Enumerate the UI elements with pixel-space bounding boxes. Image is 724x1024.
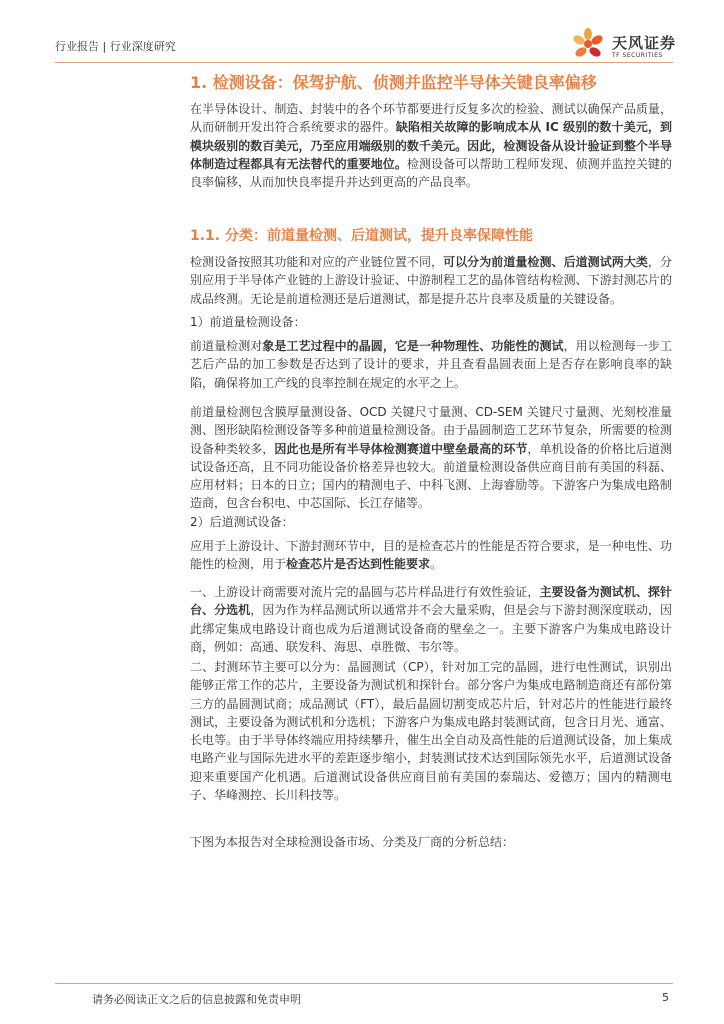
section-1-1-paragraph-7: 下图为本报告对全球检测设备市场、分类及厂商的分析总结： <box>190 835 515 849</box>
bold-text-run: 缺陷相关故障的影响成本从 IC 级别的数十美元，到模块级别的数百美元，乃至应用端级别的数千美元。因此，检测设备从设计验证到整个半导体制造过程都具有无法替代的重要地位。 <box>190 120 672 171</box>
report-type-header: 行业报告 | 行业深度研究 <box>55 40 176 53</box>
logo-subtitle: TF SECURITIES <box>612 52 663 59</box>
subheading-front-end: 1）前道量检测设备： <box>190 315 306 329</box>
text-run: 一、上游设计商需要对流片完的晶圆与芯片样品进行有效性验证， <box>190 585 540 599</box>
bold-text-run: 因此也是所有半导体检测赛道中壁垒最高的环节 <box>274 441 528 456</box>
section-1-1-title: 1.1. 分类：前道量检测、后道测试，提升良率保障性能 <box>190 228 533 244</box>
section-1-1-paragraph-3 <box>190 403 672 513</box>
text-run: 应用于上游设计、下游封测环节中，目的是检查芯片的性能是否符合要求，是一种电性、功能性的检测，用于 <box>190 539 672 572</box>
text-run: 二、封测环节主要可以分为：晶圆测试（CP），针对加工完的晶圆，进行电性测试，识别出能够正常工作的芯片，主要设备为测试机和探针台。部分客户为集成电路制造商还有部份第三方的晶圆测试商；成品测试（FT），最后晶圆切割变成芯片后，针对芯片的性能进行最终测试，主要设备为测试机和分选机；下游客户为集成电路封装测试商，包含日月光、通富、长电等。由于半导体终端应用持续攀升，催生出全自动及高性能的后道测试设备，加上集成电路产业与国际先进水平的差距逐步缩小，封装测试技术达到国际领先水平，后道测试设备迎来重要国产化机遇。后道测试设备供应商目前有美国的泰瑞达、爱德万；国内的精测电子、华峰测控、长川科技等。 <box>190 660 672 803</box>
bold-text-run: 象是工艺过程中的晶圆，它是一种物理性、功能性的测试 <box>262 339 564 353</box>
text-run: ，因为作为样品测试所以通常并不会大量采购，但是会与下游封测深度联动，因此绑定集成电路设计商也成为后道测试设备商的壁垒之一。主要下游客户为集成电路设计商，例如：高通、联发科、海思、卓胜微、韦尔等。 <box>190 603 672 654</box>
text-run: ，单机设备的价格比后道测试设备还高，且不同功能设备价格差异也较大。前道量检测设备供应商目前有美国的科磊、应用材料；日本的日立；国内的精测电子、中科飞测、上海睿励等。下游客户为集成电路制造商，包含台积电、中芯国际、长江存储等。 <box>190 441 672 511</box>
text-run: 前道量检测包含膜厚量测设备、OCD 关键尺寸量测、CD-SEM 关键尺寸量测、光刻校准量测、图形缺陷检测设备等多种前道量检测设备。由于晶圆制造工艺环节复杂，所需要的检测设备种类较多， <box>190 405 672 456</box>
section-1-1-paragraph-5 <box>190 583 672 656</box>
text-run: ，用以检测每一步工艺后产品的加工参数是否达到了设计的要求，并且查看晶圆表面上是否存在影响良率的缺陷，确保将加工产线的良率控制在规定的水平之上。 <box>190 339 672 390</box>
section-1-1-paragraph-2 <box>190 337 672 392</box>
subheading-back-end: 2）后道测试设备： <box>190 515 294 529</box>
header-divider <box>55 62 673 63</box>
logo-name: 天风证券 <box>612 34 677 52</box>
section-1-1-paragraph-4 <box>190 537 672 574</box>
text-run: 检测设备按照其功能和对应的产业链位置不同， <box>190 255 444 269</box>
text-run: 。 <box>430 557 443 572</box>
bold-text-run: 主要设备为测试机、探针台、分选机 <box>190 585 672 618</box>
page-number: 5 <box>662 991 669 1004</box>
section-1-paragraph-1 <box>190 100 672 191</box>
footer-divider <box>55 983 673 984</box>
section-1-1-paragraph-6 <box>190 658 672 804</box>
company-logo <box>568 24 698 64</box>
section-1-title: 1. 检测设备：保驾护航、侦测并监控半导体关键良率偏移 <box>190 73 597 92</box>
bold-text-run: 可以分为前道量检测、后道测试两大类 <box>443 255 648 269</box>
text-run: 检测设备可以帮助工程师发现、侦测并监控关键的良率偏移，从而加快良率提升并达到更高的产品良率。 <box>190 156 672 190</box>
text-run: 在半导体设计、制造、封装中的各个环节都要进行反复多次的检验、测试以确保产品质量，从而研制开发出符合系统要求的器件。 <box>190 102 672 135</box>
text-run: ，分别应用于半导体产业链的上游设计验证、中游制程工艺的晶体管结构检测、下游封测芯片的成品终测。无论是前道检测还是后道测试，都是提升芯片良率及质量的关键设备。 <box>190 255 672 306</box>
flower-logo-icon <box>568 24 608 64</box>
bold-text-run: 检查芯片是否达到性能要求 <box>286 557 431 572</box>
section-1-1-paragraph-1 <box>190 253 672 308</box>
text-run: 前道量检测对 <box>190 339 263 353</box>
footer-disclaimer: 请务必阅读正文之后的信息披露和免责申明 <box>92 993 301 1006</box>
